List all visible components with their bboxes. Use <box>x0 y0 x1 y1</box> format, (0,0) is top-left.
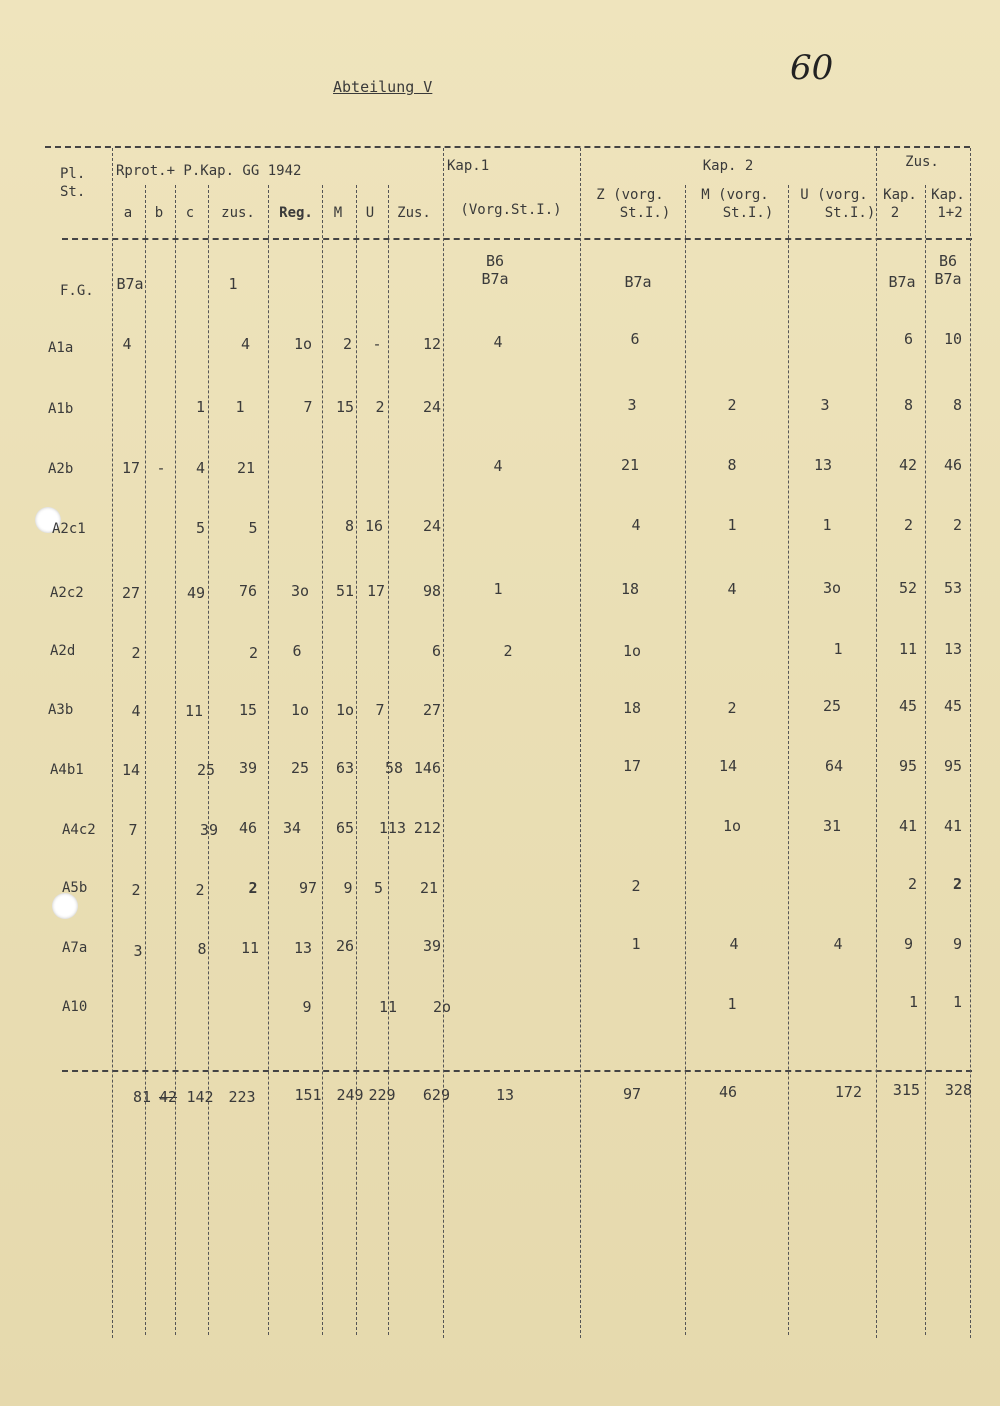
row-label: A1b <box>48 401 74 417</box>
cell-mv: 1 <box>727 516 737 534</box>
cell-kap2: 8 <box>903 396 913 414</box>
cell-a: 3 <box>133 942 143 960</box>
page-title: Abteilung V <box>333 78 433 96</box>
header-group1: Rprot.+ P.Kap. GG 1942 <box>116 163 302 179</box>
cell-m: 51 <box>335 582 354 600</box>
header-zus: zus. <box>221 205 255 221</box>
col-rule <box>443 148 444 1338</box>
cell-kap2: 42 <box>898 456 917 474</box>
cell-uv: 1 <box>833 640 843 658</box>
cell-z: B7a <box>624 273 652 291</box>
cell-zus2: 98 <box>422 582 441 600</box>
cell-zus2: 24 <box>422 517 441 535</box>
cell-u: 11 <box>378 998 397 1016</box>
cell-zus: 4 <box>240 335 250 353</box>
cell-kap2: 1 <box>908 993 918 1011</box>
header-zus-group: Zus. <box>905 154 939 170</box>
cell-a: 4 <box>122 335 132 353</box>
col-rule <box>175 185 176 1335</box>
cell-zus2: 146 <box>413 759 441 777</box>
header-m-2: St.I.) <box>722 205 774 221</box>
cell-reg: 97 <box>298 879 318 897</box>
cell-kap2: 11 <box>898 640 917 658</box>
cell-c: 11 <box>184 702 204 720</box>
cell-a: 27 <box>121 584 141 602</box>
cell-zus2: 21 <box>419 879 438 897</box>
cell-zus2: 12 <box>422 335 441 353</box>
cell-c: 1 <box>195 398 205 416</box>
cell-kap2: 6 <box>903 330 913 348</box>
row-label: A2c1 <box>52 521 86 537</box>
row-label: A4b1 <box>50 762 84 778</box>
cell-kap2: 9 <box>903 935 913 953</box>
cell-zus: 1 <box>228 275 238 293</box>
cell-kap12: 46 <box>943 456 962 474</box>
header-kap1: Kap.1 <box>447 158 490 174</box>
cell-uv: 1 <box>822 516 832 534</box>
cell-uv: 4 <box>833 935 843 953</box>
cell-zus2: 24 <box>422 398 441 416</box>
cell-kap12: B6 B7a <box>934 252 962 288</box>
row-label: A5b <box>62 880 88 896</box>
col-rule <box>788 185 789 1335</box>
cell-reg: 9 <box>302 998 312 1016</box>
header-kap1-sub: (Vorg.St.I.) <box>460 202 562 218</box>
cell-a: B7a <box>116 275 144 293</box>
col-rule <box>970 148 971 1338</box>
cell-z: 1o <box>622 642 642 660</box>
row-label: A10 <box>62 999 88 1015</box>
header-kap12-1: Kap. <box>931 187 965 203</box>
total-u: 229 <box>368 1086 396 1104</box>
cell-reg: 1o <box>290 701 310 719</box>
cell-u: 5 <box>373 879 383 897</box>
col-rule <box>580 148 581 1338</box>
cell-m: 1o <box>335 701 355 719</box>
total-zus2: 629 <box>422 1086 450 1104</box>
header-m-1: M (vorg. <box>701 187 769 203</box>
col-rule <box>145 185 146 1335</box>
cell-kap12: 45 <box>943 697 962 715</box>
header-a: a <box>123 205 133 221</box>
cell-zus2: 39 <box>422 937 441 955</box>
cell-kap2: 45 <box>898 697 917 715</box>
cell-kap12: 8 <box>952 396 962 414</box>
cell-zus: 5 <box>248 519 258 537</box>
cell-zus: 39 <box>238 759 258 777</box>
cell-zus2: 27 <box>422 701 441 719</box>
cell-a: 4 <box>131 702 141 720</box>
col-rule <box>112 148 113 1338</box>
total-uv: 172 <box>834 1083 862 1101</box>
cell-m: 26 <box>335 937 355 955</box>
row-label: A1a <box>48 340 74 356</box>
table-top-rule <box>45 146 970 148</box>
header-z-1: Z (vorg. <box>596 187 664 203</box>
cell-u: - <box>372 335 382 353</box>
row-label: A3b <box>48 702 74 718</box>
col-rule <box>268 185 269 1335</box>
cell-u: 2 <box>375 398 385 416</box>
cell-reg: 6 <box>292 642 302 660</box>
cell-c: 2 <box>195 881 205 899</box>
header-bottom-rule <box>62 238 972 240</box>
total-z: 97 <box>622 1085 642 1103</box>
cell-zus2: 212 <box>413 819 441 837</box>
header-reg: Reg. <box>279 205 313 221</box>
cell-uv: 3 <box>820 396 830 414</box>
cell-zus: 21 <box>236 459 256 477</box>
cell-c: 25 <box>196 761 215 779</box>
total-kap12: 328 <box>944 1081 972 1099</box>
header-zus2: Zus. <box>397 205 431 221</box>
cell-uv: 64 <box>824 757 844 775</box>
row-label: A2b <box>48 461 74 477</box>
cell-z: 6 <box>630 330 640 348</box>
cell-kap2: 95 <box>898 757 917 775</box>
total-c: 142 <box>186 1088 214 1106</box>
cell-c: 5 <box>195 519 205 537</box>
cell-z: 18 <box>620 580 640 598</box>
cell-zus: 2 <box>248 644 258 662</box>
cell-c: 39 <box>199 821 218 839</box>
cell-a: 17 <box>121 459 141 477</box>
cell-zus: 2 <box>248 879 258 897</box>
cell-zus: 1 <box>235 398 245 416</box>
total-kap1: 13 <box>495 1086 515 1104</box>
cell-z: 2 <box>631 877 641 895</box>
cell-zus: 76 <box>238 582 258 600</box>
total-zus: 223 <box>228 1088 256 1106</box>
cell-kap12: 2 <box>952 875 962 893</box>
cell-kap2: 2 <box>903 516 913 534</box>
cell-zus: 11 <box>240 939 260 957</box>
cell-reg: 7 <box>303 398 313 416</box>
cell-mv: 2 <box>727 699 737 717</box>
col-rule <box>876 148 877 1338</box>
cell-uv: 31 <box>822 817 842 835</box>
cell-mv: 1o <box>722 817 742 835</box>
row-label: A7a <box>62 940 88 956</box>
row-label: F.G. <box>60 283 94 299</box>
cell-kap12: 53 <box>943 579 962 597</box>
header-c: c <box>185 205 195 221</box>
cell-kap2: 2 <box>907 875 917 893</box>
cell-z: 17 <box>622 757 642 775</box>
cell-kap12: 10 <box>943 330 962 348</box>
cell-z: 4 <box>631 516 641 534</box>
cell-reg: 34 <box>282 819 302 837</box>
cell-kap2: B7a <box>888 273 916 291</box>
cell-zus: 15 <box>238 701 258 719</box>
cell-u: 113 <box>378 819 406 837</box>
cell-a: 14 <box>121 761 141 779</box>
cell-a: 2 <box>131 644 141 662</box>
header-m: M <box>333 205 343 221</box>
row-label: A2d <box>50 643 76 659</box>
cell-kap1: 2 <box>503 642 513 660</box>
cell-z: 3 <box>627 396 637 414</box>
header-kap2b-2: 2 <box>890 205 900 221</box>
cell-reg: 3o <box>290 582 310 600</box>
cell-m: 65 <box>335 819 355 837</box>
cell-uv: 3o <box>822 579 842 597</box>
header-kap12-2: 1+2 <box>937 205 963 221</box>
header-z-2: St.I.) <box>619 205 671 221</box>
cell-c: 49 <box>186 584 205 602</box>
cell-c: 4 <box>195 459 205 477</box>
col-rule <box>208 185 209 1335</box>
col-rule <box>322 185 323 1335</box>
cell-uv: 25 <box>822 697 842 715</box>
cell-c: 8 <box>197 940 207 958</box>
cell-m: 63 <box>335 759 355 777</box>
cell-m: 2 <box>342 335 352 353</box>
cell-m: 8 <box>344 517 354 535</box>
col-rule <box>356 185 357 1335</box>
cell-kap12: 41 <box>943 817 962 835</box>
cell-kap1: 4 <box>493 333 503 351</box>
total-kap2: 315 <box>892 1081 920 1099</box>
totals-rule <box>62 1070 972 1072</box>
cell-mv: 8 <box>727 456 737 474</box>
cell-a: 2 <box>131 881 141 899</box>
header-u: U <box>365 205 375 221</box>
cell-mv: 14 <box>718 757 738 775</box>
col-rule <box>925 185 926 1335</box>
cell-zus2: 6 <box>431 642 441 660</box>
cell-mv: 4 <box>727 580 737 598</box>
total-reg: 151 <box>294 1086 322 1104</box>
header-u-2: St.I.) <box>824 205 876 221</box>
cell-reg: 25 <box>290 759 310 777</box>
punch-hole-bottom <box>52 893 78 919</box>
cell-mv: 4 <box>729 935 739 953</box>
cell-reg: 1o <box>293 335 313 353</box>
cell-mv: 1 <box>727 995 737 1013</box>
handwritten-page-number: 60 <box>790 48 834 88</box>
cell-m: 15 <box>335 398 354 416</box>
cell-kap2: 52 <box>898 579 917 597</box>
cell-reg: 13 <box>293 939 313 957</box>
total-mv: 46 <box>718 1083 738 1101</box>
total-m: 249 <box>336 1086 364 1104</box>
cell-kap1: B6 B7a <box>481 252 509 288</box>
cell-mv: 2 <box>727 396 737 414</box>
cell-kap2: 41 <box>898 817 917 835</box>
header-b: b <box>154 205 164 221</box>
header-u-1: U (vorg. <box>800 187 868 203</box>
cell-u: 58 <box>384 759 403 777</box>
cell-kap12: 2 <box>952 516 962 534</box>
cell-kap12: 13 <box>943 640 962 658</box>
cell-kap1: 1 <box>493 580 503 598</box>
header-kap2b-1: Kap. <box>883 187 917 203</box>
total-b: 42 <box>158 1088 178 1106</box>
cell-z: 18 <box>622 699 642 717</box>
cell-kap12: 9 <box>952 935 962 953</box>
cell-u: 17 <box>366 582 386 600</box>
row-label: A4c2 <box>62 822 96 838</box>
cell-kap12: 1 <box>952 993 962 1011</box>
cell-z: 1 <box>631 935 641 953</box>
header-pl-st: Pl. St. <box>60 166 86 200</box>
col-rule <box>685 185 686 1335</box>
cell-uv: 13 <box>813 456 833 474</box>
cell-m: 9 <box>343 879 353 897</box>
cell-zus: 46 <box>238 819 258 837</box>
row-label: A2c2 <box>50 585 84 601</box>
cell-zus2: 2o <box>432 998 451 1016</box>
cell-u: 7 <box>375 701 385 719</box>
total-a: 81 <box>132 1088 151 1106</box>
cell-z: 21 <box>620 456 640 474</box>
cell-kap1: 4 <box>493 457 503 475</box>
cell-b: - <box>156 459 166 477</box>
cell-a: 7 <box>128 821 138 839</box>
cell-u: 16 <box>364 517 384 535</box>
header-kap2: Kap. 2 <box>702 158 754 174</box>
cell-kap12: 95 <box>943 757 962 775</box>
